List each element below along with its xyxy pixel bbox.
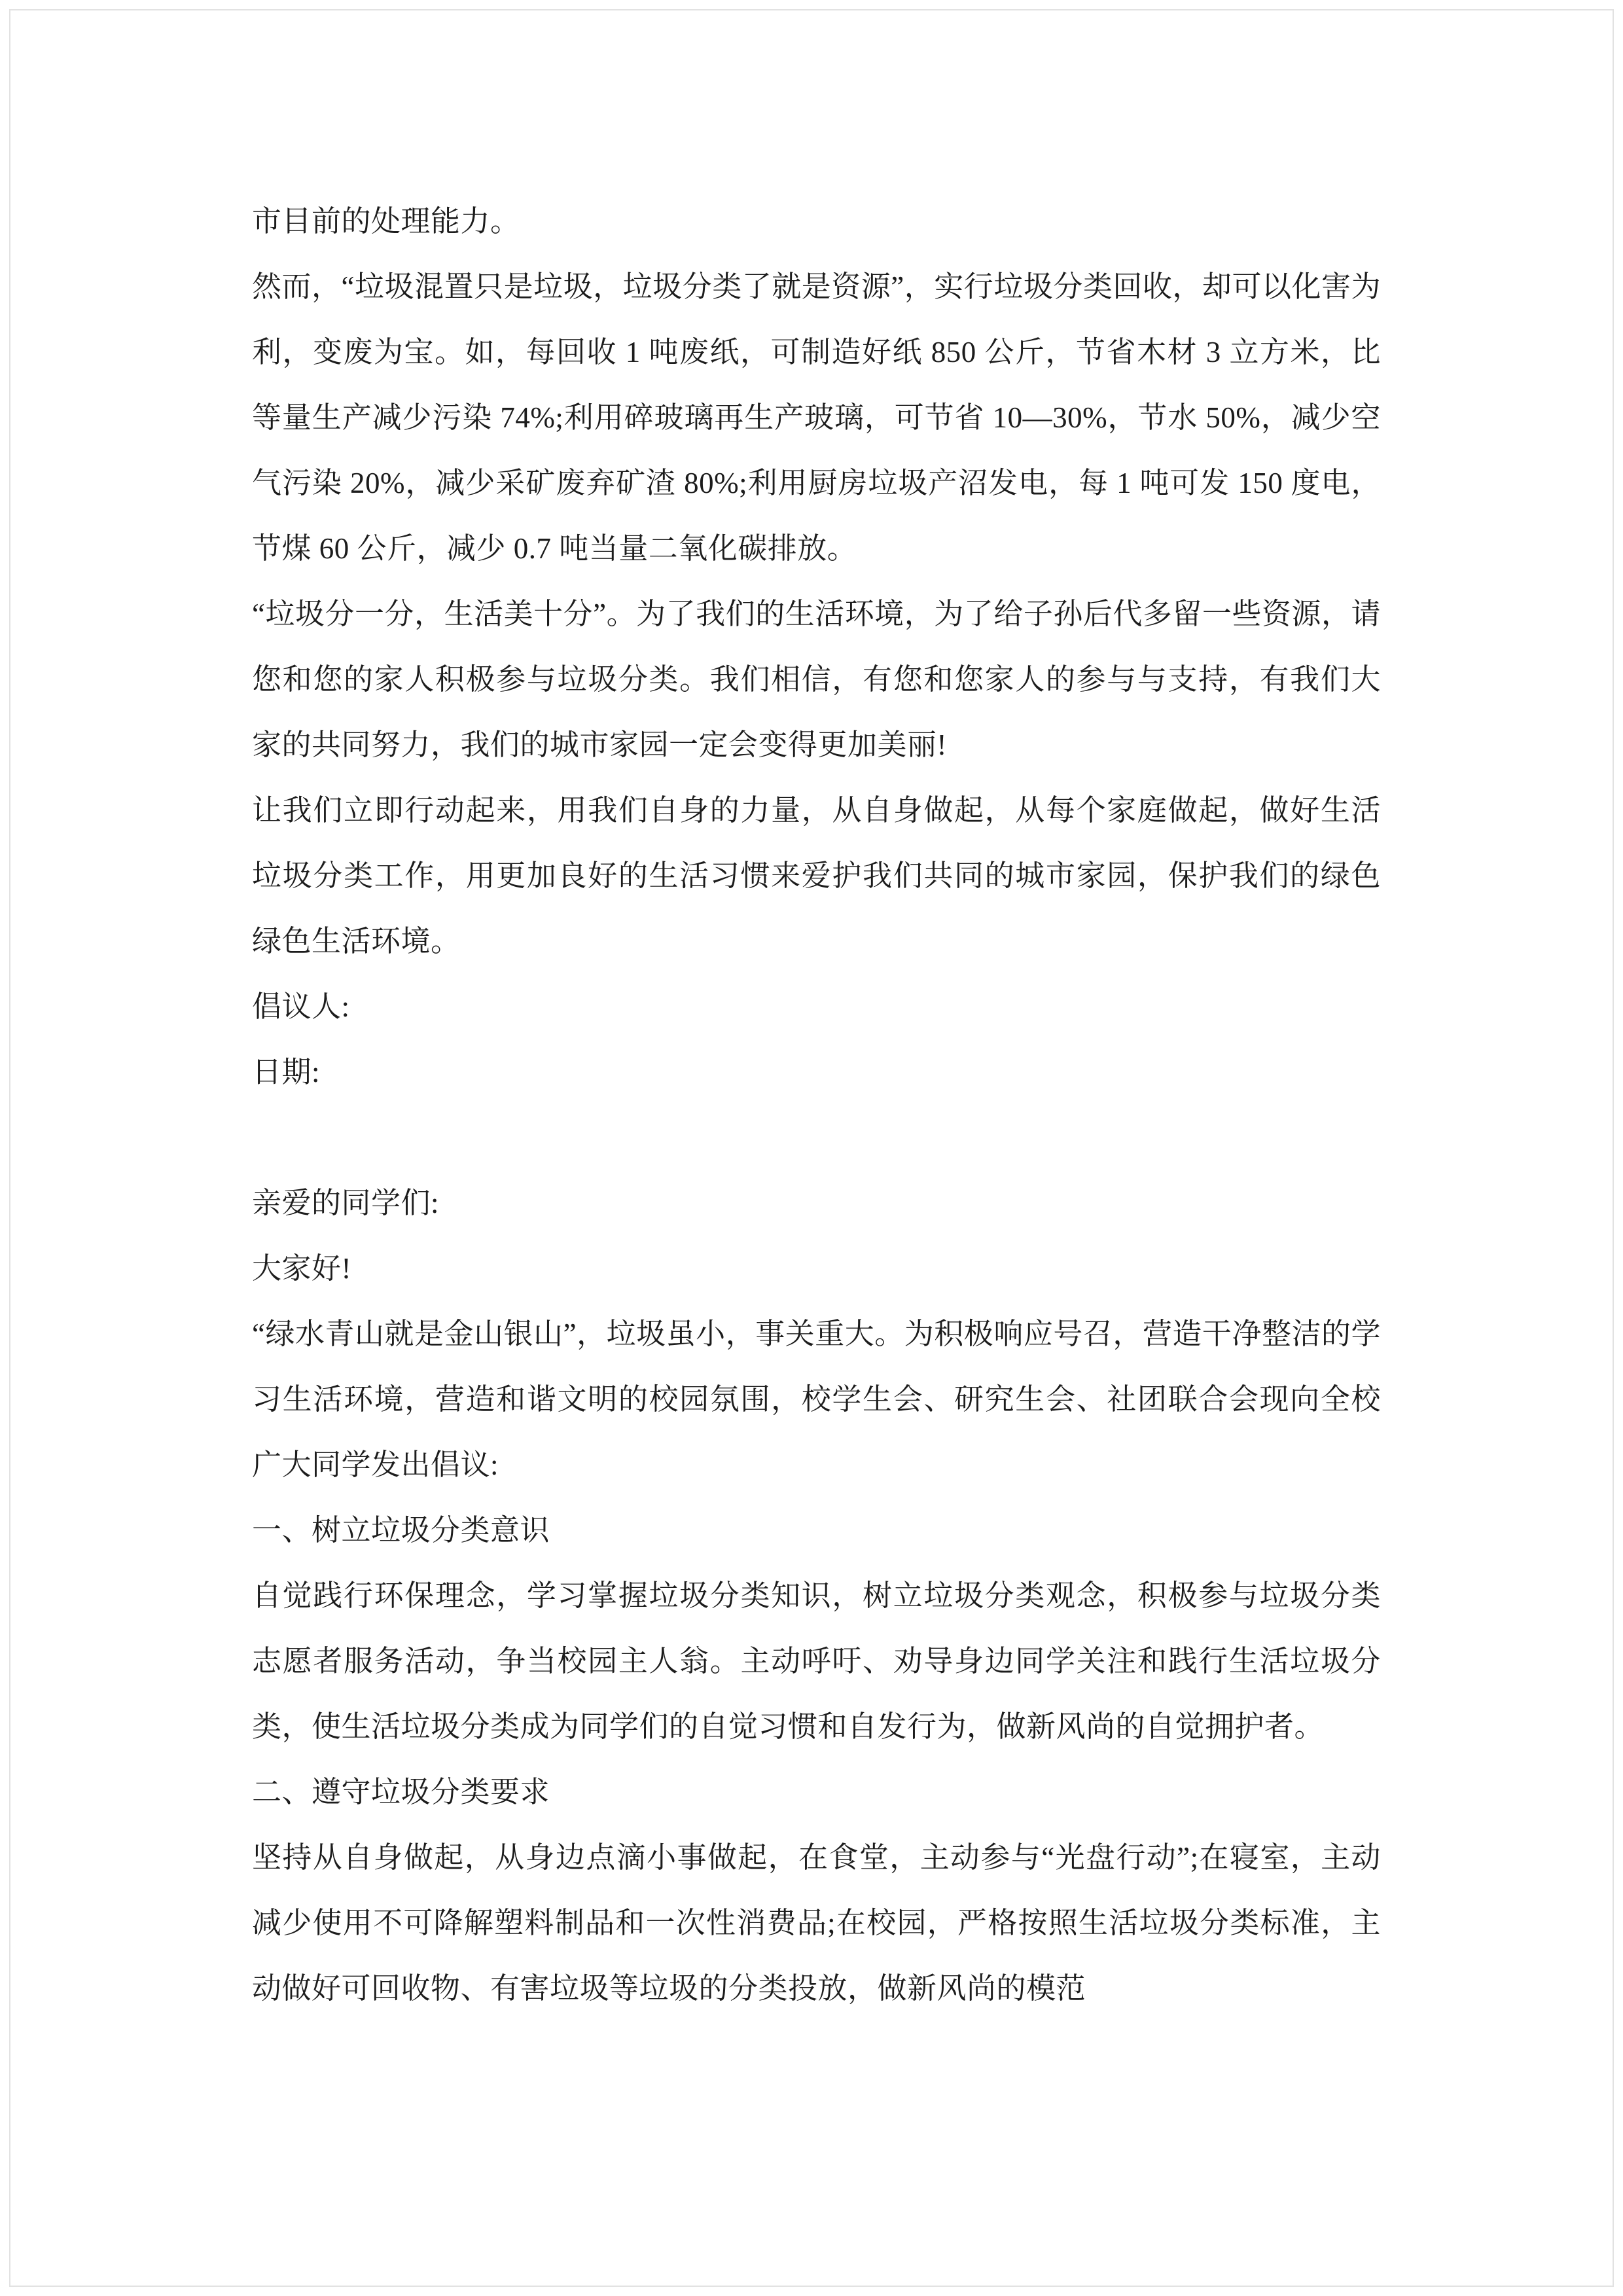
paragraph-body: “绿水青山就是金山银山”，垃圾虽小，事关重大。为积极响应号召，营造干净整洁的学习生活环境，营造和谐文明的校园氛围，校学生会、研究生会、社团联合会现向全校广大同学发出倡议: (252, 1318, 1381, 1481)
paragraph-body: 坚持从自身做起，从身边点滴小事做起，在食堂，主动参与“光盘行动”;在寝室，主动减少使用不可降解塑料制品和一次性消费品;在校园，严格按照生活垃圾分类标准，主动做好可回收物、有害垃圾等垃圾的分类投放，做新风尚的模范 (252, 1841, 1381, 2005)
paragraph-salutation: 大家好! (252, 1252, 351, 1285)
paragraph-signature: 倡议人: (252, 990, 350, 1023)
paragraph-body: 自觉践行环保理念，学习掌握垃圾分类知识，树立垃圾分类观念，积极参与垃圾分类志愿者服务活动，争当校园主人翁。主动呼吁、劝导身边同学关注和践行生活垃圾分类，使生活垃圾分类成为同学们的自觉习惯和自发行为，做新风尚的自觉拥护者。 (252, 1579, 1381, 1743)
paragraph-blank (252, 1105, 1381, 1170)
paragraph-body: 市目前的处理能力。 (252, 205, 520, 238)
paragraph-body: 然而，“垃圾混置只是垃圾，垃圾分类了就是资源”，实行垃圾分类回收，却可以化害为利，变废为宝。如，每回收 1 吨废纸，可制造好纸 850 公斤，节省木材 3 立方米，比等量生产减少污染 74%;利用碎玻璃再生产玻璃，可节省 10—30%，节水 50%，减少空气污染 20%，减少采矿废弃矿渣 80%;利用厨房垃圾产沼发电，每 1 吨可发 150 度电，节煤 60 公斤，减少 0.7 吨当量二氧化碳排放。 (252, 270, 1381, 565)
paragraph-body: “垃圾分一分，生活美十分”。为了我们的生活环境，为了给子孙后代多留一些资源，请您和您的家人积极参与垃圾分类。我们相信，有您和您家人的参与与支持，有我们大家的共同努力，我们的城市家园一定会变得更加美丽! (252, 598, 1381, 761)
document-body (252, 188, 1381, 2021)
paragraph-signature: 日期: (252, 1056, 321, 1088)
paragraph-heading: 一、树立垃圾分类意识 (252, 1514, 550, 1547)
paragraph-body: 让我们立即行动起来，用我们自身的力量，从自身做起，从每个家庭做起，做好生活垃圾分类工作，用更加良好的生活习惯来爱护我们共同的城市家园，保护我们的绿色绿色生活环境。 (252, 794, 1381, 958)
paragraph-heading: 二、遵守垃圾分类要求 (252, 1776, 550, 1808)
paragraph-salutation: 亲爱的同学们: (252, 1187, 440, 1219)
